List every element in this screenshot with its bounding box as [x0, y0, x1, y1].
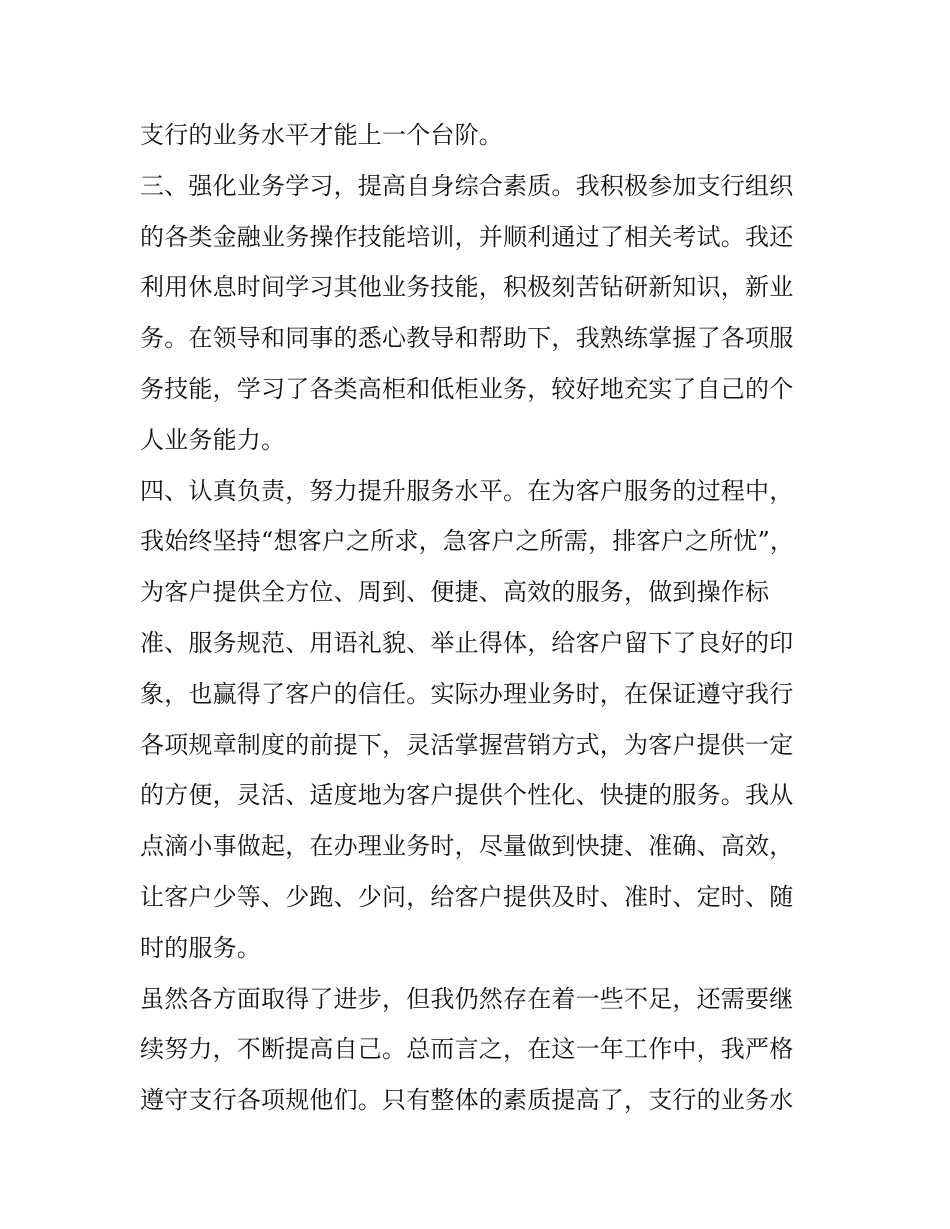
text-line: 我始终坚持“想客户之所求，急客户之所需，排客户之所忧”，: [140, 527, 795, 556]
text-line: 的方便，灵活、适度地为客户提供个性化、快捷的服务。我从: [140, 781, 794, 810]
text-line: 利用休息时间学习其他业务技能，积极刻苦钻研新知识，新业: [140, 273, 794, 302]
text-line: 务技能，学习了各类高柜和低柜业务，较好地充实了自己的个: [140, 374, 794, 403]
text-line: 续努力，不断提高自己。总而言之，在这一年工作中，我严格: [140, 1035, 794, 1064]
text-line: 点滴小事做起，在办理业务时，尽量做到快捷、准确、高效，: [140, 832, 794, 861]
text-line: 时的服务。: [140, 933, 261, 962]
text-line: 各项规章制度的前提下，灵活掌握营销方式，为客户提供一定: [140, 730, 794, 759]
text-line: 让客户少等、少跑、少问，给客户提供及时、准时、定时、随: [140, 882, 794, 911]
text-line: 的各类金融业务操作技能培训，并顺利通过了相关考试。我还: [140, 222, 794, 251]
text-line: 三、强化业务学习，提高自身综合素质。我积极参加支行组织: [140, 171, 794, 200]
text-line: 务。在领导和同事的悉心教导和帮助下，我熟练掌握了各项服: [140, 324, 794, 353]
document-body: [140, 110, 820, 1126]
text-line: 准、服务规范、用语礼貌、举止得体，给客户留下了良好的印: [140, 628, 794, 657]
text-line: 为客户提供全方位、周到、便捷、高效的服务，做到操作标: [140, 578, 770, 607]
text-line: 遵守支行各项规他们。只有整体的素质提高了，支行的业务水: [140, 1086, 794, 1115]
text-line: 象，也赢得了客户的信任。实际办理业务时，在保证遵守我行: [140, 679, 794, 708]
text-line: 人业务能力。: [140, 425, 286, 454]
text-line: 四、认真负责，努力提升服务水平。在为客户服务的过程中，: [140, 476, 794, 505]
text-line: 虽然各方面取得了进步，但我仍然存在着一些不足，还需要继: [140, 984, 794, 1013]
text-line: 支行的业务水平才能上一个台阶。: [140, 121, 503, 149]
